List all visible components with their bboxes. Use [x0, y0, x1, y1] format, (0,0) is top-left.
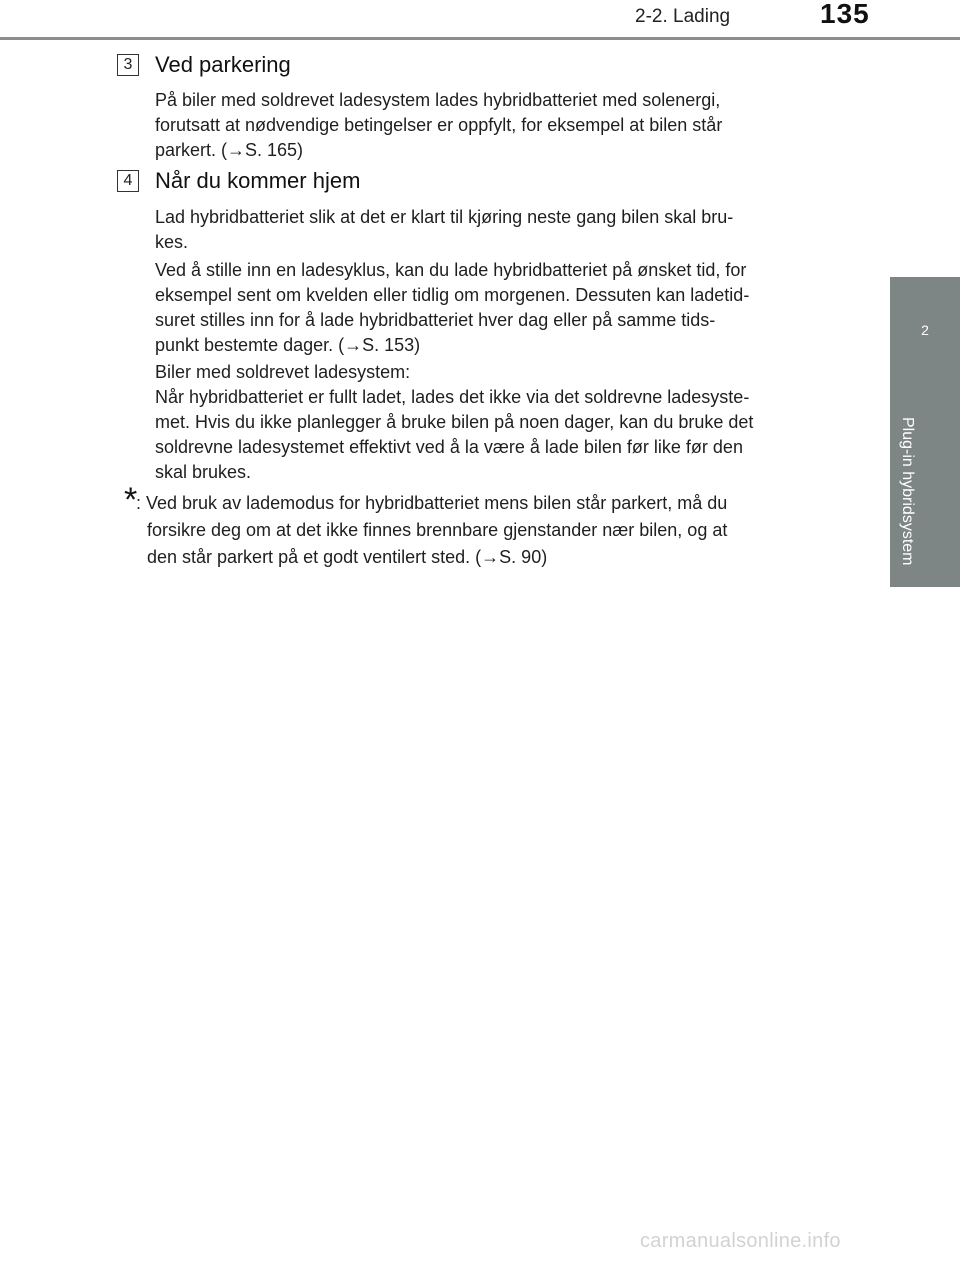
paragraph — [155, 258, 840, 358]
item-number-badge: 4 — [117, 170, 139, 192]
page-number: 135 — [820, 0, 870, 29]
footnote-asterisk: * — [124, 481, 138, 519]
text-line: Når hybridbatteriet er fullt ladet, lades det ikke via det soldrevne ladesyste- — [155, 387, 750, 407]
text-line: På biler med soldrevet ladesystem lades hybridbatteriet med solenergi, — [155, 90, 721, 110]
text-line: soldrevne ladesystemet effektivt ved å la være å lade bilen før like før den — [155, 437, 743, 457]
item-number-badge: 3 — [117, 54, 139, 76]
chapter-number: 2 — [921, 322, 929, 338]
text-line: Lad hybridbatteriet slik at det er klart til kjøring neste gang bilen skal bru- — [155, 207, 734, 227]
text-line: met. Hvis du ikke planlegger å bruke bilen på noen dager, kan du bruke det — [155, 412, 754, 432]
text-line: den står parkert på et godt ventilert sted. (→S. 90) — [147, 547, 548, 567]
paragraph — [155, 88, 840, 163]
footnote — [130, 490, 840, 571]
text-line: kes. — [155, 232, 189, 252]
text-line: Biler med soldrevet ladesystem: — [155, 362, 411, 382]
chapter-side-tab — [890, 277, 960, 587]
text-line: punkt bestemte dager. (→S. 153) — [155, 335, 421, 355]
section-title: 2-2. Lading — [635, 6, 731, 27]
text-line: eksempel sent om kvelden eller tidlig om morgenen. Dessuten kan ladetid- — [155, 285, 750, 305]
text-line: suret stilles inn for å lade hybridbatteriet hver dag eller på samme tids- — [155, 310, 716, 330]
text-line: skal brukes. — [155, 462, 252, 482]
text-line: forsikre deg om at det ikke finnes brennbare gjenstander nær bilen, og at — [147, 520, 728, 540]
header-divider — [0, 37, 960, 40]
paragraph — [155, 360, 840, 485]
text-line: forutsatt at nødvendige betingelser er oppfylt, for eksempel at bilen står — [155, 115, 723, 135]
chapter-title: Plug-in hybridsystem — [899, 417, 916, 566]
paragraph — [155, 205, 840, 255]
text-line: Ved å stille inn en ladesyklus, kan du lade hybridbatteriet på ønsket tid, for — [155, 260, 747, 280]
text-line: : Ved bruk av lademodus for hybridbatteriet mens bilen står parkert, må du — [136, 493, 728, 513]
item-heading: Ved parkering — [155, 52, 291, 77]
watermark: carmanualsonline.info — [640, 1230, 841, 1252]
item-heading: Når du kommer hjem — [155, 168, 361, 193]
text-line: parkert. (→S. 165) — [155, 140, 304, 160]
